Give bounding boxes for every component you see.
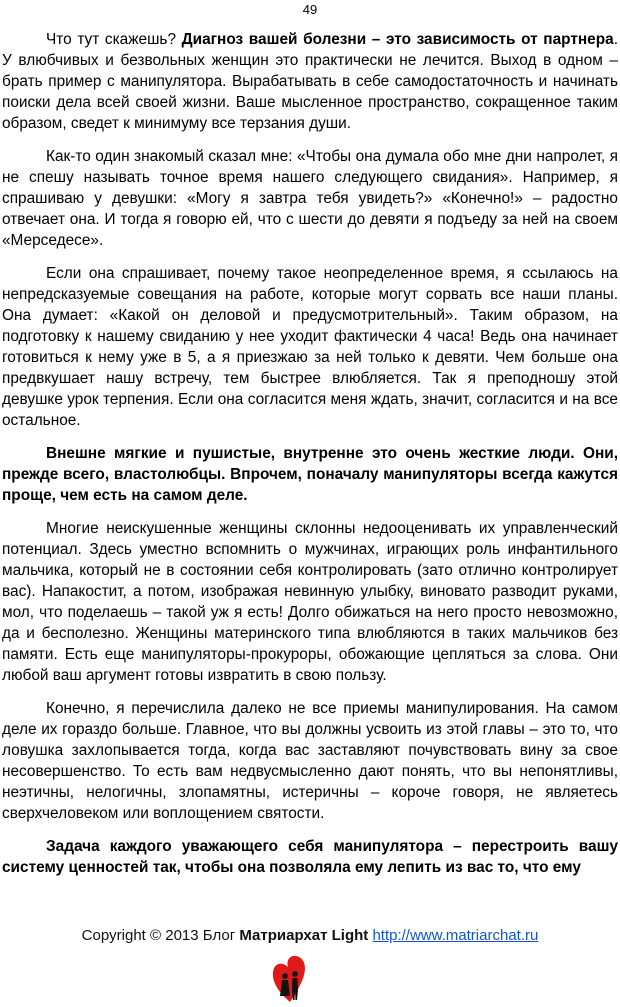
paragraph-uncertain-time: Если она спрашивает, почему такое неопределенное время, я ссылаюсь на непредсказуемые совещания на работе, которые могут сорвать все наши планы. Она думает: «Какой он деловой и предусмотрительный». Таким образом, на подготовку к нашему свиданию у нее уходит фактически 4 часа! Ведь она начинает готовиться к нему уже в 5, а я приезжаю за ней только к девяти. Чем больше она предвкушает нашу встречу, тем быстрее влюбляется. Так я преподношу этой девушке урок терпения. Если она согласится меня ждать, значит, согласится и на все остальное. — [2, 265, 618, 429]
paragraph-manipulation-summary: Конечно, я перечислила далеко не все приемы манипулирования. На самом деле их гораздо больше. Главное, что вы должны усвоить из этой главы – это то, что ловушка захлопывается тогда, когда вас заставляют почувствовать вину за свое несовершенство. То есть вам недвусмысленно дают понять, что вы непонятливы, неэтичны, нелогичны, злопамятны, истеричны – короче говоря, не являетесь сверхчеловеком или воплощением святости. — [2, 700, 618, 822]
diagnosis-emphasis: Диагноз вашей болезни – это зависимость от партнера — [181, 31, 614, 48]
page-number: 49 — [302, 2, 318, 17]
logo-woman-head — [282, 973, 288, 979]
blog-link[interactable]: http://www.matriarchat.ru — [372, 927, 539, 944]
blog-brand-name: Матриархат Light — [239, 927, 369, 944]
paragraph-diagnosis — [2, 29, 618, 134]
paragraph-manipulator-types: Многие неискушенные женщины склонны недооценивать их управленческий потенциал. Здесь уместно вспомнить о мужчинах, играющих роль инфантильного мальчика, который не в состоянии себя контролировать (зато отлично контролирует вас). Напакостит, а потом, изображая невинную улыбку, виновато разводит руками, мол, что поделаешь – такой уж я есть! Долго обижаться на него просто невозможно, да и бесполезно. Женщины материнского типа влюбляются в таких мальчиков без памяти. Есть еще манипуляторы-прокуроры, обожающие цепляться за слова. Они любой ваш аргумент готовы извратить в свою пользу. — [2, 520, 618, 684]
paragraph-diagnosis-lead: Что тут скажешь? — [46, 31, 182, 48]
paragraph-acquaintance-quote: Как-то один знакомый сказал мне: «Чтобы она думала обо мне дни напролет, я не спешу называть точное время нашего следующего свидания». Например, я спрашиваю у девушки: «Могу я завтра тебя увидеть?» «Конечно!» – радостно отвечает она. И тогда я говорю ей, что с шести до девяти я подъеду за ней на своем «Мерседесе». — [2, 148, 618, 249]
paragraph-manipulators-nature: Внешне мягкие и пушистые, внутренне это очень жесткие люди. Они, прежде всего, властолюбцы. Впрочем, поначалу манипуляторы всегда кажутся проще, чем есть на самом деле. — [2, 445, 618, 504]
copyright-footer — [0, 926, 620, 946]
copyright-text: Copyright © 2013 Блог — [81, 927, 240, 944]
page-body — [2, 29, 618, 890]
logo-man-head — [292, 971, 298, 977]
paragraph-manipulator-goal: Задача каждого уважающего себя манипулятора – перестроить вашу систему ценностей так, чтобы она позволяла ему лепить из вас то, что ему — [2, 838, 618, 876]
matriarchat-logo-icon — [270, 950, 310, 1006]
logo-man-body — [292, 978, 298, 1000]
paragraph-diagnosis-rest: . У влюбчивых и безвольных женщин это практически не лечится. Выход в одном – брать пример с манипулятора. Вырабатывать в себе самодостаточность и начинать поиски дела всей своей жизни. Ваше мысленное пространство, сокращенное таким образом, сведет к минимуму все терзания души. — [2, 31, 618, 132]
